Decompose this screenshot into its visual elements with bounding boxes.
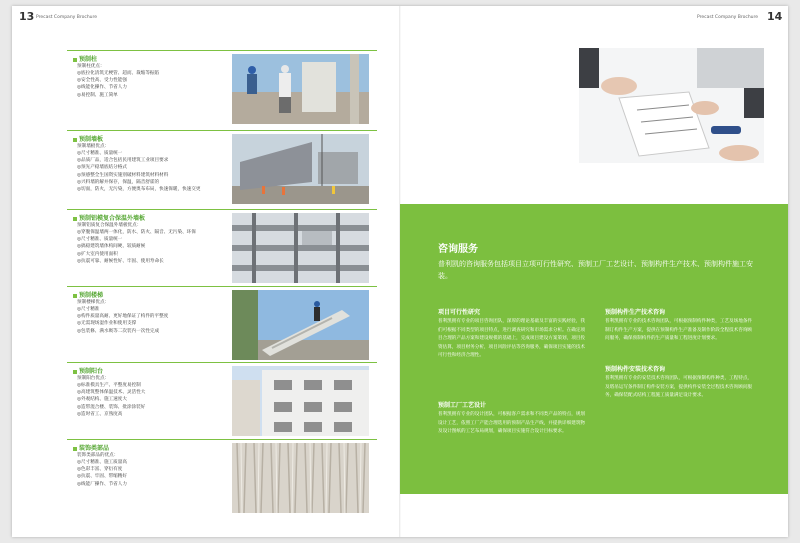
section-feature-list	[77, 306, 217, 335]
bullet-square-icon	[73, 294, 77, 298]
bullet-square-icon	[73, 217, 77, 221]
list-item: ◎抗震可靠、耐候性好、牢固、使用寿命长	[77, 258, 164, 264]
list-item: ◎构件质量高耐、更好地保证了构件的平整度	[77, 314, 169, 320]
consulting-title: 咨询服务	[438, 244, 478, 255]
list-item: ◎线能化操作、节省人力	[77, 85, 127, 91]
list-item: ◎造时省工、京熟度高	[77, 411, 123, 417]
list-item: ◎穿腹保温墙两一体化，防水、防火、隔音、无污染、环保	[77, 230, 196, 235]
section-feature-list	[77, 382, 217, 418]
section-title	[73, 134, 103, 143]
list-item: ◎易控制、施工简单	[77, 92, 118, 98]
section-divider	[67, 286, 377, 287]
list-item: ◎造带混合楼、装饰、批涂涂装好	[77, 404, 146, 410]
consulting-intro: 普利凯的咨询服务包括项目立项可行性研究、预制工厂工艺设计、预制构件生产技术、预制构件施工安装。	[438, 260, 753, 280]
list-item: ◎切面，防火，无污染，方便奥布布局，快速保暖，快速交更	[77, 187, 201, 193]
feasibility-study-block	[438, 307, 588, 361]
section-divider	[67, 439, 377, 440]
list-item: ◎尺寸精准	[77, 307, 100, 312]
bullet-square-icon	[73, 58, 77, 62]
list-item: ◎高建筑整体保温技术、灵活性大	[77, 390, 146, 396]
list-item: ◎尺寸精准、质量统一	[77, 237, 123, 243]
production-tech-block	[605, 307, 755, 344]
list-item: ◎抗震、牢固、带缩精好	[77, 474, 127, 480]
subsection-title: 预制构件安装技术咨询	[605, 366, 666, 373]
right-page-number: 14	[767, 10, 783, 23]
section-divider	[67, 362, 377, 363]
subsection-body: 普利凯拥有专业的技术咨询团队，可根据预制构件种类，工艺及场地条件制订构件生产方案，提供在预制构件生产准备及制作阶段全程技术咨询顾问服务，确保预制构件的生产质量和工程进度计划要求。	[605, 319, 753, 341]
section-feature-list	[77, 150, 217, 193]
stairs-installation-photo	[232, 290, 369, 360]
brochure-spread	[12, 6, 788, 537]
list-item: ◎色彩丰富、穿衍有度	[77, 467, 123, 473]
bullet-square-icon	[73, 370, 77, 374]
list-item: ◎尺寸精准、施工质量高	[77, 460, 127, 465]
list-item: ◎包装修、满水吸等二次装内一次性完成	[77, 328, 160, 334]
balcony-building-photo	[232, 366, 369, 436]
list-item: ◎搞稳建筑墙体构间硬、较质耐候	[77, 244, 146, 250]
section-divider	[67, 209, 377, 210]
section-intro: 预制楼梯优点：	[77, 300, 110, 305]
subsection-title: 预制构件生产技术咨询	[605, 309, 666, 316]
list-item: ◎底拉化清筑无梗管、超而、裁缩等振陷	[77, 71, 160, 76]
section-title	[73, 290, 103, 299]
list-item: ◎扩大室内使用面积	[77, 251, 118, 257]
section-title-text: 预制墙板	[79, 136, 104, 143]
section-intro: 预制柱优点：	[77, 64, 105, 69]
right-brochure-title: Precast Company Brochure	[697, 15, 759, 20]
section-title-text: 预制柱	[79, 56, 98, 63]
section-title-text: 预制铝模复合保温外墙板	[79, 215, 146, 222]
left-page-number: 13	[19, 10, 35, 23]
bullet-square-icon	[73, 138, 77, 142]
subsection-title: 项目可行性研究	[438, 309, 481, 316]
section-intro: 装饰类部品的优点：	[77, 453, 119, 458]
section-intro: 预制阳台优点：	[77, 376, 110, 381]
list-item: ◎尺寸精准、质量统一	[77, 151, 123, 156]
section-title-text: 预制楼梯	[79, 292, 104, 299]
subsection-body: 普利凯拥有专业的项目咨询团队，深厚的理论基础及丰富的实践经验，我们可根据不同类型的项目特点，进行调查研究和市场需求分析。在确定项目合理的产品方案和建设规模的基础上，完成项目建设方案策划，项目投资估算，项目财务分析，项目风险评估等咨询服务，确保项目实施的技术可行性和经济合理性。	[438, 319, 586, 358]
list-item: ◎兴料墙的解并保存，保温，隔音舒霍的	[77, 179, 160, 185]
factory-process-design-block	[438, 400, 588, 437]
meeting-photo	[579, 48, 764, 163]
list-item: ◎外观结构、施工速度大	[77, 397, 127, 403]
bullet-square-icon	[73, 447, 77, 451]
list-item: ◎预感整全生国资实施别破材料建筑材料材料	[77, 172, 169, 178]
section-title	[73, 366, 103, 375]
section-feature-list	[77, 459, 217, 488]
list-item: ◎安全性高、受力性能强	[77, 78, 127, 84]
left-brochure-title: Precast Company Brochure	[36, 15, 98, 20]
consulting-services-panel	[400, 204, 788, 494]
list-item: ◎标准模具生产、平整度易控制	[77, 383, 141, 388]
section-divider	[67, 50, 377, 51]
section-feature-list	[77, 70, 217, 99]
wall-panel-installation-photo	[232, 134, 369, 204]
installation-tech-block	[605, 364, 755, 401]
exterior-wall-structure-photo	[232, 213, 369, 283]
section-title	[73, 54, 97, 63]
section-feature-list	[77, 229, 217, 265]
subsection-body: 普利凯拥有专业的设计团队，可根据客户需求和不同类产品的特点，规划设计工艺，依照工厂产能合理选用的预制产品生产线，并提供详细建筑物及设计图纸的工艺布局规划，确保项目实施符合设计目标要求。	[438, 412, 586, 434]
section-intro: 预制墙板优点：	[77, 144, 110, 149]
list-item: ◎无需现场湿作业和使用支撑	[77, 321, 137, 327]
section-title-text: 装饰类部品	[79, 445, 110, 452]
list-item: ◎预先产稳墙底结分格式	[77, 165, 127, 171]
subsection-title: 预制工厂工艺设计	[438, 402, 487, 409]
decorative-texture-photo	[232, 443, 369, 513]
section-title	[73, 213, 145, 222]
section-title-text: 预制阳台	[79, 368, 104, 375]
section-title	[73, 443, 109, 452]
section-divider	[67, 130, 377, 131]
section-intro: 预制铝质复合保温外墙板优点：	[77, 223, 142, 228]
list-item: ◎线能厂操作、节省人力	[77, 481, 127, 487]
list-item: ◎品质厂品，适合包括民用建筑工业项目要求	[77, 158, 169, 164]
column-construction-photo	[232, 54, 369, 124]
subsection-body: 普利凯拥有专业的安装技术咨询团队，可根据预制构件种类，工程特点，及塔吊运写条件制订构件安装方案，提供构件安装全过程技术咨询顾问服务，确保装配式结构工程施工质量满足设计要求。	[605, 376, 753, 398]
